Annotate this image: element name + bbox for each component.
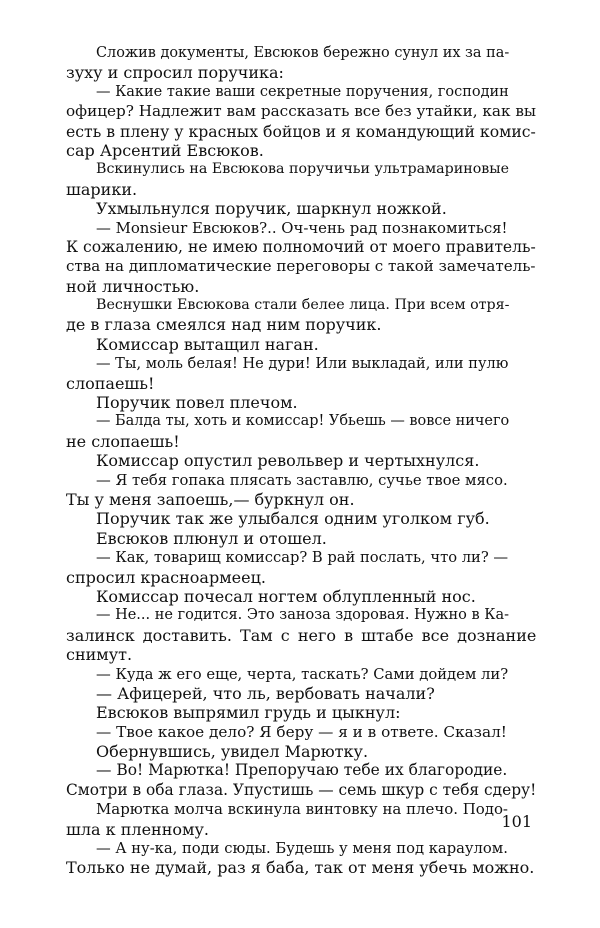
page-text xyxy=(66,44,536,878)
text-line: снимут. xyxy=(66,645,133,665)
text-line: — Балда ты, хоть и комиссар! Убьешь — вовсе ничего xyxy=(96,413,510,430)
text-line: Смотри в оба глаза. Упустишь — семь шкур с тебя сдеру! xyxy=(66,780,537,799)
text-line: слопаешь! xyxy=(66,373,155,393)
text-line: Марютка молча вскинула винтовку на плечо. Подо- xyxy=(96,800,508,819)
text-line: шла к пленному. xyxy=(66,819,209,839)
text-line: Поручик повел плечом. xyxy=(96,393,298,413)
text-line: К сожалению, не имею полномочий от моего правитель- xyxy=(66,237,536,256)
text-line: офицер? Надлежит вам рассказать все без утайки, как вы xyxy=(66,102,536,121)
text-line: — Как, товарищ комиссар? В рай послать, что ли? — xyxy=(96,549,509,567)
text-line: — Monsieur Евсюков?.. Оч-чень рад познакомиться! xyxy=(96,218,508,237)
text-line: Вскинулись на Евсюкова поручичьи ультрамариновые xyxy=(96,161,509,178)
text-line: залинск доставить. Там с него в штабе все дознание xyxy=(66,625,537,645)
text-line: — Афицерей, что ль, вербовать начали? xyxy=(96,683,435,703)
text-line: Ухмыльнулся поручик, шаркнул ножкой. xyxy=(96,199,447,219)
text-line: Веснушки Евсюкова стали белее лица. При всем отря- xyxy=(96,297,510,314)
text-line: — Я тебя гопака плясать заставлю, сучье твое мясо. xyxy=(96,471,508,489)
text-line: де в глаза смеялся над ним поручик. xyxy=(66,315,382,335)
text-line: Евсюков плюнул и отошел. xyxy=(96,528,327,548)
text-line: — Какие такие ваши секретные поручения, господин xyxy=(96,83,509,100)
text-line: Поручик так же улыбался одним уголком губ. xyxy=(96,509,490,529)
text-line: — Не... не годится. Это заноза здоровая. Нужно в Ка- xyxy=(96,607,509,624)
text-line: Ты у меня запоешь,— буркнул он. xyxy=(66,489,355,509)
text-line: — А ну-ка, поди сюды. Будешь у меня под караулом. xyxy=(96,840,508,858)
page-number: 101 xyxy=(501,812,532,831)
text-line: ства на дипломатические переговоры с такой замечатель- xyxy=(66,257,536,276)
text-line: зуху и спросил поручика: xyxy=(66,63,284,83)
text-line: ной личностью. xyxy=(66,276,200,296)
text-line: Комиссар опустил револьвер и чертыхнулся. xyxy=(96,451,480,471)
text-line: не слопаешь! xyxy=(66,431,180,451)
text-line: шарики. xyxy=(66,179,138,199)
text-line: спросил красноармеец. xyxy=(66,567,266,587)
text-line: — Во! Марютка! Препоручаю тебе их благородие. xyxy=(96,761,508,780)
text-line: Только не думай, раз я баба, так от меня убечь можно. xyxy=(66,858,535,878)
text-line: Комиссар почесал ногтем облупленный нос. xyxy=(96,586,476,606)
text-line: — Куда ж его еще, черта, таскать? Сами дойдем ли? xyxy=(96,665,509,683)
text-line: сар Арсентий Евсюков. xyxy=(66,140,264,160)
text-line: — Ты, моль белая! Не дури! Или выкладай, или пулю xyxy=(96,355,509,373)
text-line: — Твое какое дело? Я беру — я и в ответе. Сказал! xyxy=(96,722,507,741)
text-line: Комиссар вытащил наган. xyxy=(96,334,319,354)
text-line: есть в плену у красных бойцов и я командующий комис- xyxy=(66,121,536,141)
text-line: Евсюков выпрямил грудь и цыкнул: xyxy=(96,703,401,723)
text-line: Обернувшись, увидел Марютку. xyxy=(96,742,369,762)
text-line: Сложив документы, Евсюков бережно сунул их за па- xyxy=(96,45,510,61)
